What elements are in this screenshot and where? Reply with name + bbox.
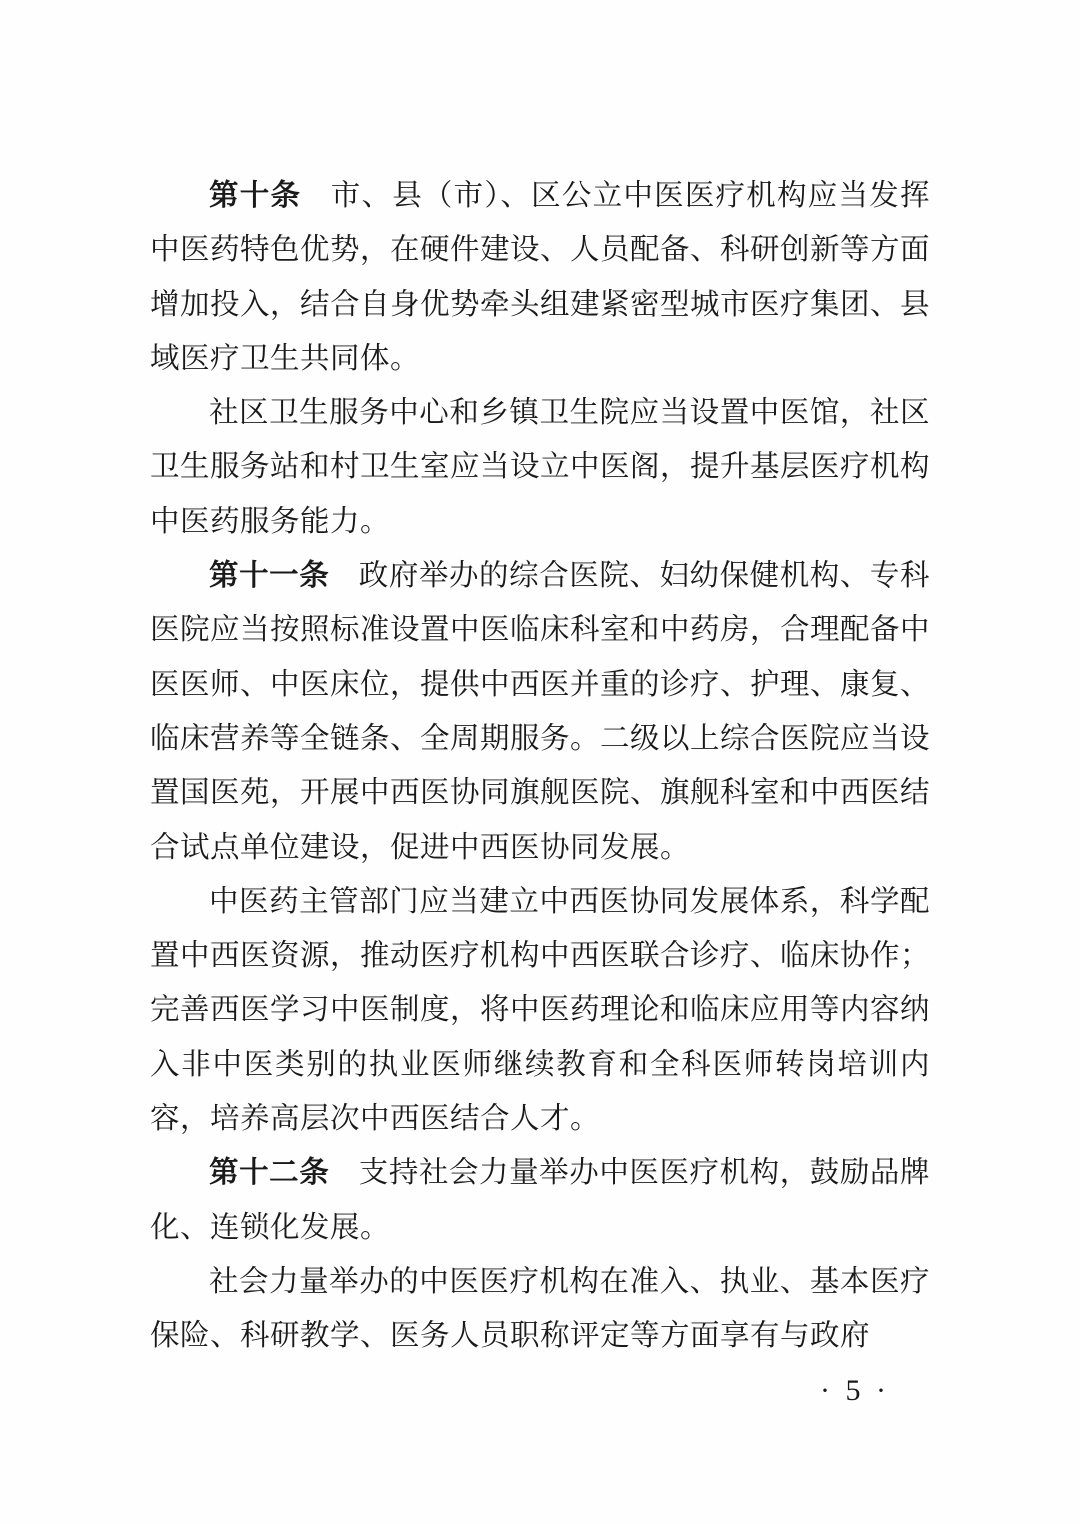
paragraph-text: 政府举办的综合医院、妇幼保健机构、专科医院应当按照标准设置中医临床科室和中药房，合理配备中医医师、中医床位，提供中西医并重的诊疗、护理、康复、临床营养等全链条、全周期服务。二级以上综合医院应当设置国医苑，开展中西医协同旗舰医院、旗舰科室和中西医结合试点单位建设，促进中西医协同发展。 xyxy=(150,558,931,864)
paragraph-article-10-clause-2 xyxy=(150,385,930,548)
paragraph-text: 社区卫生服务中心和乡镇卫生院应当设置中医馆，社区卫生服务站和村卫生室应当设立中医阁，提升基层医疗机构中医药服务能力。 xyxy=(150,395,931,538)
article-number: 第十条 xyxy=(209,178,302,212)
paragraph-article-10 xyxy=(150,168,930,385)
paragraph-text: 中医药主管部门应当建立中西医协同发展体系，科学配置中西医资源，推动医疗机构中西医联合诊疗、临床协作；完善西医学习中医制度，将中医药理论和临床应用等内容纳入非中医类别的执业医师继续教育和全科医师转岗培训内容，培养高层次中西医结合人才。 xyxy=(150,883,931,1136)
paragraph-article-12 xyxy=(150,1145,930,1254)
paragraph-text: 社会力量举办的中医医疗机构在准入、执业、基本医疗保险、科研教学、医务人员职称评定等方面享有与政府 xyxy=(150,1263,930,1353)
document-body xyxy=(150,168,930,1363)
paragraph-text: 市、县（市）、区公立中医医疗机构应当发挥中医药特色优势，在硬件建设、人员配备、科研创新等方面增加投入，结合自身优势牵头组建紧密型城市医疗集团、县域医疗卫生共同体。 xyxy=(150,178,931,375)
article-number: 第十一条 xyxy=(209,558,330,593)
article-number: 第十二条 xyxy=(209,1155,330,1190)
paragraph-article-12-clause-2 xyxy=(150,1254,930,1363)
paragraph-article-11 xyxy=(150,548,930,874)
page-number: · 5 · xyxy=(820,1374,890,1407)
paragraph-text: 支持社会力量举办中医医疗机构，鼓励品牌化、连锁化发展。 xyxy=(150,1155,930,1244)
paragraph-article-11-clause-2 xyxy=(150,874,930,1145)
